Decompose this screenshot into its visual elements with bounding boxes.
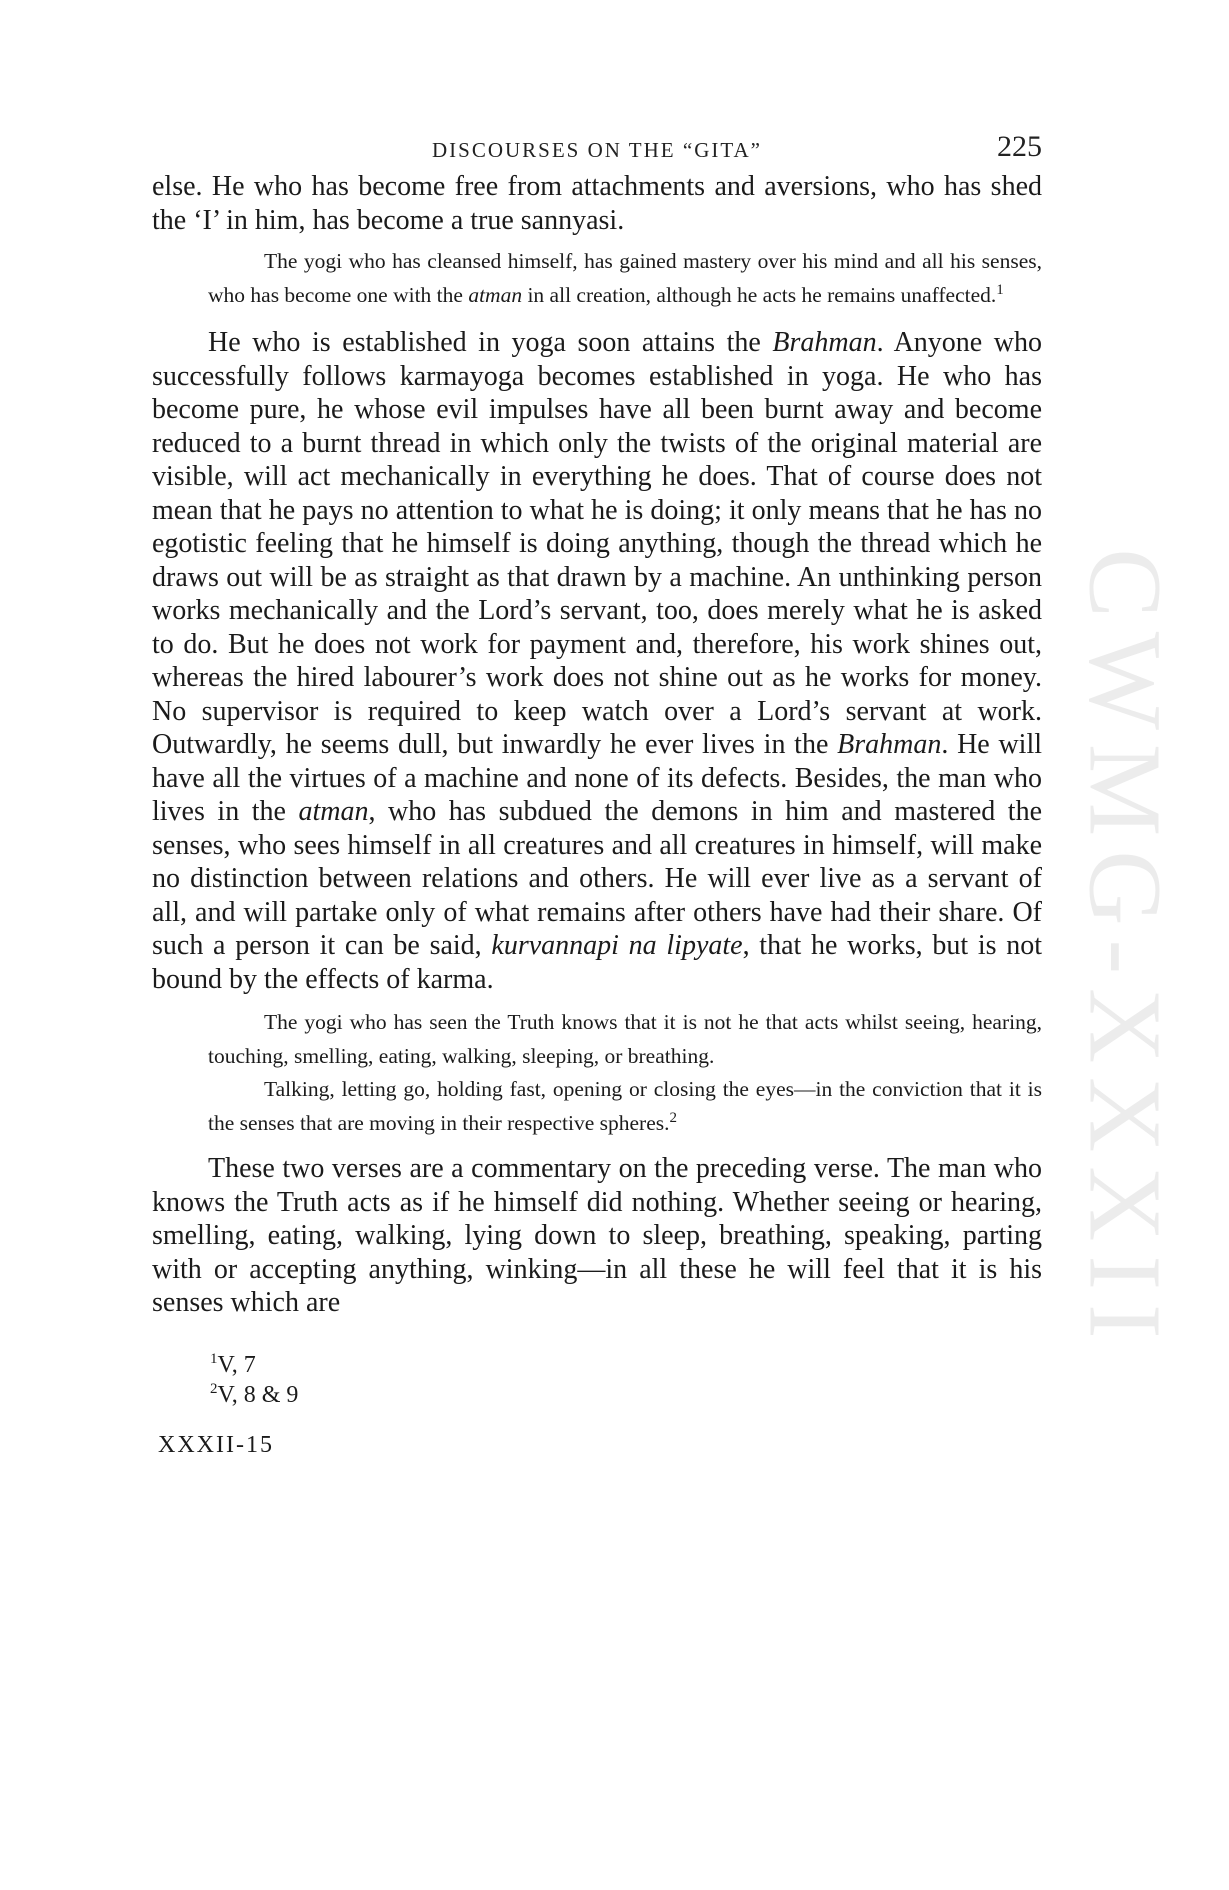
atman-term: atman (468, 282, 523, 307)
footnote-ref-2: 2 (669, 1109, 678, 1126)
page (152, 130, 1042, 1459)
paragraph-main-d: , who has subdued the demons in him and mastered the senses, who sees himself in all creatures and all creatures in himself, will make no distinction between relations and others. He will ever live as a servant of all, and will partake only of what remains after others have had their share. Of such a person it can be said, (152, 796, 1042, 961)
sanskrit-phrase: kurvannapi na lipyate (491, 930, 743, 961)
footnote-1-text: V, 7 (217, 1351, 256, 1378)
footnote-2-mark: 2 (210, 1380, 218, 1397)
verse-quote-3 (208, 1073, 1042, 1140)
page-number: 225 (997, 130, 1042, 163)
verse-quote-2: The yogi who has seen the Truth knows that it is not he that acts whilst seeing, hearing, touching, smelling, eating, walking, sleeping, or breathing. (208, 1010, 1042, 1068)
verse-quote-1 (208, 245, 1042, 312)
paragraph-main-c: . He will have all the virtues of a machine and none of its defects. Besides, the man who lives in the (152, 729, 1042, 827)
paragraph-commentary: These two verses are a commentary on the preceding verse. The man who knows the Truth acts as if he himself did nothing. Whether seeing or hearing, smelling, eating, walking, lying down to sleep, breathing, speaking, parting with or accepting anything, winking—in all these he will feel that it is his senses which are (152, 1153, 1042, 1318)
footnote-ref-1: 1 (996, 281, 1004, 298)
verse-quote-3-text: Talking, letting go, holding fast, opening or closing the eyes—in the conviction that it is the senses that are moving in their respective spheres. (208, 1077, 1042, 1135)
footnote-1-mark: 1 (210, 1350, 218, 1367)
footnote-2 (210, 1380, 1042, 1410)
paragraph-continuation: else. He who has become free from attachments and aversions, who has shed the ‘I’ in him, has become a true sannyasi. (152, 171, 1042, 236)
watermark-text: CWMG-XXXII (1067, 547, 1183, 1353)
brahman-term-2: Brahman (837, 729, 942, 760)
footnote-2-text: V, 8 & 9 (217, 1381, 299, 1408)
footnotes (210, 1350, 1042, 1410)
footnote-1 (210, 1350, 1042, 1380)
signature-mark: XXXII-15 (158, 1431, 274, 1458)
header-title: DISCOURSES ON THE “GITA” (431, 138, 762, 162)
running-header (152, 130, 1042, 170)
verse-quote-1-text-a: The yogi who has cleansed himself, has gained mastery over his mind and all his senses, who has become one with the (208, 249, 1042, 307)
paragraph-main-a: He who is established in yoga soon attains the (208, 327, 773, 358)
atman-term-2: atman (298, 796, 369, 827)
brahman-term-1: Brahman (772, 327, 877, 358)
paragraph-main-e: , that he works, but is not bound by the effects of karma. (152, 930, 1042, 995)
verse-quote-1-text-b: in all creation, although he acts he remains unaffected. (522, 282, 997, 307)
paragraph-main (152, 326, 1042, 996)
paragraph-main-b: . Anyone who successfully follows karmayoga becomes established in yoga. He who has become pure, he whose evil impulses have all been burnt away and become reduced to a burnt thread in which only the twists of the original material are visible, will act mechanically in everything he does. That of course does not mean that he pays no attention to what he is doing; it only means that he has no egotistic feeling that he himself is doing anything, though the thread which he draws out will be as straight as that drawn by a machine. An unthinking person works mechanically and the Lord’s servant, too, does merely what he is asked to do. But he does not work for payment and, therefore, his work shines out, whereas the hired labourer’s work does not shine out as he works for money. No supervisor is required to keep watch over a Lord’s servant at work. Outwardly, he seems dull, but inwardly he ever lives in the (152, 327, 1043, 760)
watermark (1065, 420, 1185, 1480)
